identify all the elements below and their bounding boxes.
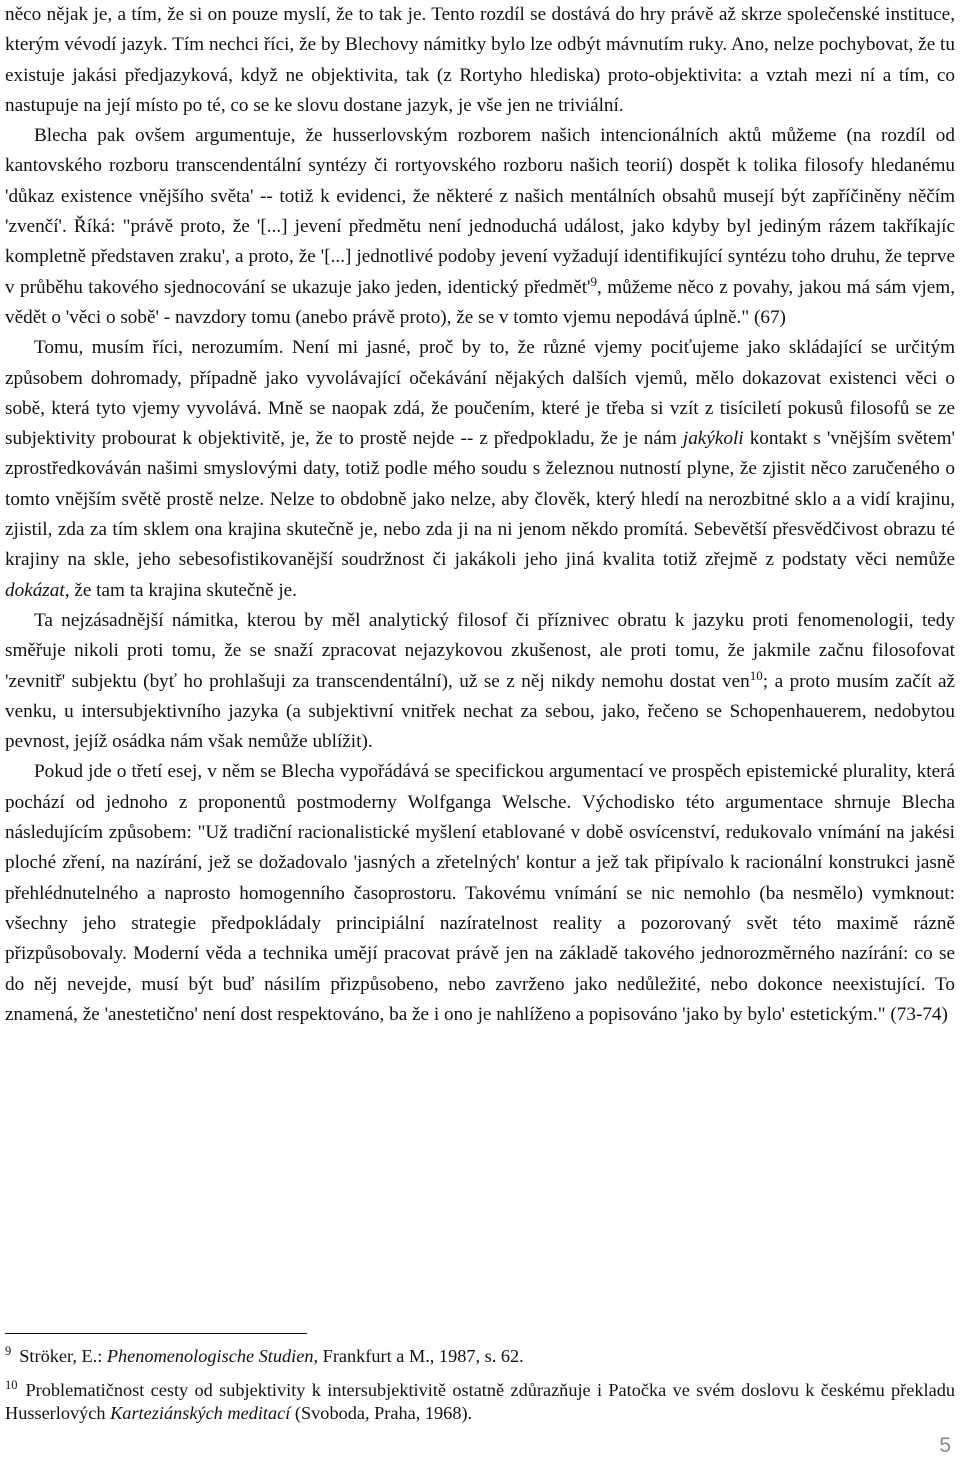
italic-text: Karteziánských meditací [110, 1403, 291, 1423]
paragraph [5, 333, 955, 606]
text-run: , že tam ta krajina skutečně je. [64, 579, 297, 601]
paragraph [5, 606, 955, 757]
text-run: Tomu, musím říci, nerozumím. Není mi jasné, proč by to, že různé vjemy pociťujeme jako skládající se určitým způsobem dohromady, případně jako vyvolávající očekávání nějakých dalších vjemů, mělo dokazovat existenci věci o sobě, která tyto vjemy vyvolává. Mně se naopak zdá, že poučením, které je třeba si vzít z tisíciletí pokusů filosofů se ze subjektivity probourat k objektivitě, je, že to prostě nejde -- z předpokladu, že je nám [5, 337, 955, 450]
footnote-separator [5, 1333, 307, 1334]
page-number: 5 [939, 1434, 951, 1457]
body-text [5, 0, 955, 1030]
footnote-reference: 10 [749, 667, 763, 683]
paragraph [5, 0, 955, 121]
footnote-number: 9 [5, 1344, 12, 1358]
footnotes [5, 1345, 955, 1425]
italic-text: dokázat [5, 579, 65, 601]
text-run: Blecha pak ovšem argumentuje, že husserlovským rozborem našich intencionálních aktů můžeme (na rozdíl od kantovského rozboru transcendentální syntézy či rortyovského rozboru našich teorií) dospět k tolika filosofy hledanému 'důkaz existence vnějšího světa' -- totiž k evidenci, že některé z našich mentálních obsahů musejí být zapříčiněny něčím 'zvenčí'. Říká: "právě proto, že '[...] jevení předmětu není jednoduchá událost, jako kdyby byl jediným rázem takříkajíc kompletně představen zraku', a proto, že '[...] jednotlivé podoby jevení vyžadují identifikující syntézu toho druhu, že teprve v průběhu takového sjednocování se ukazuje jako jeden, identický předmět' [5, 125, 955, 298]
italic-text: Phenomenologische Studien [106, 1346, 314, 1366]
text-run: Ströker, E.: [19, 1346, 107, 1366]
text-run: Problematičnost cesty od subjektivity k intersubjektivitě ostatně zdůrazňuje i Patočka ve svém doslovu k českému překladu Husserlových [5, 1380, 955, 1423]
text-run: Pokud jde o třetí esej, v něm se Blecha vypořádává se specifickou argumentací ve prospěch epistemické plurality, která pochází od jednoho z proponentů postmoderny Wolfganga Welsche. Východisko této argumentace shrnuje Blecha následujícím způsobem: "Už tradiční racionalistické myšlení etablované v době osvícenství, redukovalo vnímání na jakési ploché zření, na nazírání, jež se dožadovalo 'jasných a zřetelných' kontur a jež tak připívalo k racionální konstrukci jasně přehlédnutelného a naprosto homogenního časoprostoru. Takovému vnímání se nic nemohlo (ba nesmělo) vymknout: všechny jeho strategie předpokládaly principiální nazíratelnost reality a pozorovaný svět této maximě rázně přizpůsobovaly. Moderní věda a technika umějí pracovat právě jen na základě takového jednorozměrného nazírání: co se do něj nevejde, musí být buď násilím přizpůsobeno, nebo zavrženo jako nedůležité, nebo dokonce neexistující. To znamená, že 'anestetično' není dost respektováno, ba že i ono je nahlíženo a popisováno 'jako by bylo' estetickým." (73-74) [5, 761, 955, 1025]
paragraph [5, 121, 955, 333]
text-run: (Svoboda, Praha, 1968). [290, 1403, 473, 1423]
text-run: Ta nejzásadnější námitka, kterou by měl analytický filosof či příznivec obratu k jazyku proti fenomenologii, tedy směřuje nikoli proti tomu, že se snaží zpracovat nejazykovou zkušenost, ale proti tomu, že jakmile začnu filosofovat 'zevnitř' subjektu (byť ho prohlašuji za transcendentální), už se z něj nikdy nemohu dostat ven [5, 609, 955, 692]
paragraph [5, 757, 955, 1030]
text-run: , Frankfurt a M., 1987, s. 62. [313, 1346, 524, 1366]
footnote [5, 1379, 955, 1425]
footnote [5, 1345, 955, 1368]
text-run: ; a proto musím začít až venku, u intersubjektivního jazyka (a subjektivní vnitřek nechat za sebou, jako, řečeno se Schopenhauerem, nedobytou pevnost, jejíž osádka nám však nemůže ublížit). [5, 670, 956, 753]
text-run: kontakt s 'vnějším světem' zprostředkováván našimi smyslovými daty, totiž podle mého soudu s železnou nutností plyne, že zjistit něco zaručeného o tomto vnějším světě prostě nelze. Nelze to obdobně jako nelze, aby člověk, který hledí na nerozbitné sklo a a vidí krajinu, zjistil, zda za tím sklem ona krajina skutečně je, nebo zda ji na ni jenom někdo promítá. Sebevětší přesvědčivost obrazu té krajiny na skle, jeho sebesofistikovanější soudržnost či jakákoli jeho jiná kvalita totiž zřejmě z podstaty věci nemůže [5, 428, 955, 571]
text-run: , můžeme něco z povahy, jakou má sám vjem, vědět o 'věci o sobě' - navzdory tomu (anebo právě proto), že se v tomto vjemu nepodává úplně." (67) [5, 276, 955, 328]
text-run: něco nějak je, a tím, že si on pouze myslí, že to tak je. Tento rozdíl se dostává do hry právě až skrze společenské instituce, kterým vévodí jazyk. Tím nechci říci, že by Blechovy námitky bylo lze odbýt mávnutím ruky. Ano, nelze pochybovat, že tu existuje jakási předjazyková, když ne objektivita, tak (z Rortyho hlediska) proto-objektivita: a vztah mezi ní a tím, co nastupuje na její místo po té, co se ke slovu dostane jazyk, je vše jen ne triviální. [5, 4, 955, 116]
footnote-reference: 9 [590, 273, 597, 289]
italic-text: jakýkoli [682, 428, 744, 450]
footnote-number: 10 [5, 1378, 18, 1392]
